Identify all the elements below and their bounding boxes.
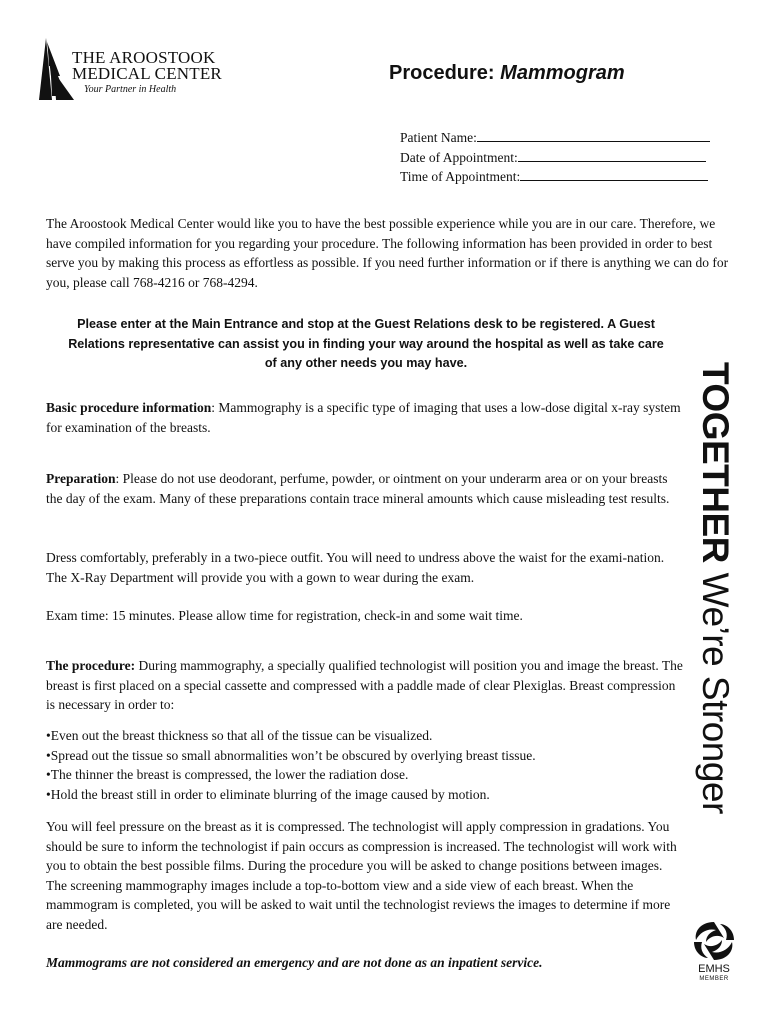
appointment-date-line [518,149,706,162]
exam-time-paragraph: Exam time: 15 minutes. Please allow time for registration, check-in and some wait time. [46,608,523,623]
list-item: • Even out the breast thickness so that all of the tissue can be visualized. [46,726,686,746]
intro-paragraph: The Aroostook Medical Center would like you to have the best possible experience while you are in our care. Therefore, we have compiled information for you regarding your procedure. The following information has been provided in order to best serve you by making this process as effortless as possible. If you need further information or if there is anything we can do for you, please call 768-4216 or 768-4294. [46,216,729,290]
org-tagline: Your Partner in Health [84,84,177,95]
procedure-title [389,62,625,85]
emhs-swirl-icon [688,918,740,964]
list-item: • Hold the breast still in order to eliminate blurring of the image caused by motion. [46,785,686,805]
patient-name-line [477,129,710,142]
org-name-line2: MEDICAL CENTER [72,64,222,83]
basic-info-text: : Mammography is a specific type of imaging that uses a low-dose digital x-ray system for examination of the breasts. [46,400,681,435]
basic-info-heading: Basic procedure information [46,400,212,415]
tamc-logo [38,36,268,106]
preparation-heading: Preparation [46,471,116,486]
list-item: • The thinner the breast is compressed, the lower the radiation dose. [46,765,686,785]
appointment-time-line [520,168,708,181]
slogan-together: TOGETHER [695,362,736,563]
slogan-vertical [695,362,735,922]
basic-info-paragraph [46,398,686,437]
preparation-paragraph [46,469,686,508]
emhs-member-logo [688,918,740,988]
pressure-paragraph: You will feel pressure on the breast as it is compressed. The technologist will apply compression in gradations. You should be sure to inform the technologist if pain occurs as compression is increased. The technologist will work with you to obtain the best possible films. During the procedure you will be asked to change positions between images. The screening mammography images include a top-to-bottom view and a side view of each breast. When the mammogram is completed, you will be asked to wait until the technologist reviews the images to determine if more are needed. [46,819,677,932]
emhs-member-label: MEMBER [699,976,729,982]
patient-name-label: Patient Name: [400,130,477,145]
procedure-heading: The procedure: [46,658,136,673]
appointment-date-field [400,148,710,168]
emhs-name: EMHS [698,963,730,975]
compression-reasons-list [46,726,686,804]
slogan-rest: We’re Stronger [695,562,736,814]
procedure-text: During mammography, a specially qualified technologist will position you and image the breast. The breast is first placed on a special cassette and compressed with a paddle made of clear Plexiglas. Breast compression is necessary in order to: [46,658,683,712]
list-item: • Spread out the tissue so small abnormalities won’t be obscured by overlying breast tissue. [46,746,686,766]
procedure-paragraph [46,656,686,715]
appointment-date-label: Date of Appointment: [400,149,518,165]
preparation-text: : Please do not use deodorant, perfume, powder, or ointment on your underarm area or on your breasts the day of the exam. Many of these preparations contain trace mineral amounts which cause misleading test results. [46,471,670,506]
appointment-fields [400,128,710,187]
dress-paragraph: Dress comfortably, preferably in a two-piece outfit. You will need to undress above the waist for the exami-nation. The X-Ray Department will provide you with a gown to wear during the exam. [46,550,665,585]
entrance-notice: Please enter at the Main Entrance and stop at the Guest Relations desk to be registered. A Guest Relations representative can assist you in finding your way around the hospital as well as take care of any other needs you may have. [68,317,664,370]
procedure-title-prefix: Procedure: [389,62,495,84]
closing-note: Mammograms are not considered an emergency and are not done as an inpatient service. [46,955,543,970]
appointment-time-field [400,167,710,187]
appointment-time-label: Time of Appointment: [400,169,521,184]
patient-name-field [400,128,710,148]
procedure-title-main: Mammogram [500,62,625,84]
org-name-line1: THE AROOSTOOK [72,48,216,67]
